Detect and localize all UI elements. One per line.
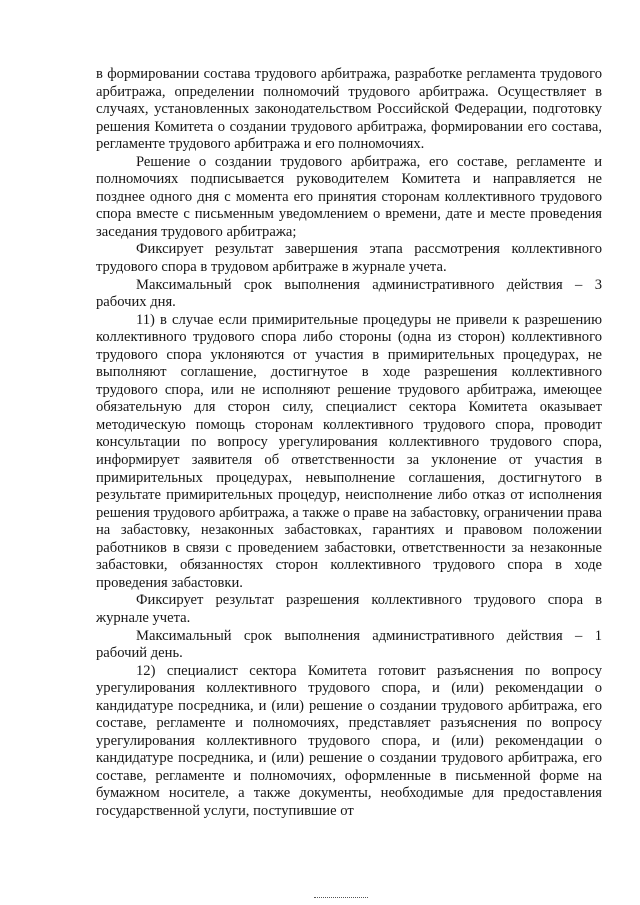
paragraph-record-dispute-resolution: Фиксирует результат разрешения коллективного трудового спора в журнале учета. — [96, 592, 602, 626]
page-bottom-mark — [314, 897, 368, 898]
paragraph-max-term-3-days: Максимальный срок выполнения административного действия – 3 рабочих дня. — [96, 276, 602, 311]
paragraph-arbitration-decision: Решение о создании трудового арбитража, его составе, регламенте и полномочиях подписывается руководителем Комитета и направляется не позднее одного дня с момента его принятия сторонам коллективного трудового спора вместе с письменным уведомлением о времени, дате и месте проведения заседания трудового арбитража; — [96, 153, 602, 240]
paragraph-max-term-1-day: Максимальный срок выполнения административного действия – 1 рабочий день. — [96, 627, 602, 662]
paragraph-arbitration-formation: в формировании состава трудового арбитража, разработке регламента трудового арбитража, определении полномочий трудового арбитража. Осуществляет в случаях, установленных законодательством Российской Федерации, подготовку решения Комитета о создании трудового арбитража, формировании его состава, регламенте трудового арбитража и его полномочиях. — [96, 66, 602, 153]
document-page — [96, 66, 602, 821]
paragraph-record-arbitration-stage: Фиксирует результат завершения этапа рассмотрения коллективного трудового спора в трудовом арбитраже в журнале учета. — [96, 241, 602, 276]
paragraph-item-12: 12) специалист сектора Комитета готовит разъяснения по вопросу урегулирования коллективного трудового спора, и (или) рекомендации о кандидатуре посредника, и (или) решение о создании трудового арбитража, его составе, регламенте и полномочиях, представляет разъяснения по вопросу урегулирования коллективного трудового спора, и (или) рекомендации о кандидатуре посредника, и (или) решение о создании трудового арбитража, его составе, регламенте и полномочиях, оформленные в письменной форме на бумажном носителе, а также документы, необходимые для предоставления государственной услуги, поступившие от — [96, 662, 602, 819]
paragraph-item-11: 11) в случае если примирительные процедуры не привели к разрешению коллективного трудового спора либо стороны (одна из сторон) коллективного трудового спора уклоняются от участия в примирительных процедурах, не выполняют соглашение, достигнутое в ходе разрешения коллективного трудового спора, или не исполняют решение трудового арбитража, имеющее обязательную для сторон силу, специалист сектора Комитета оказывает методическую помощь сторонам коллективного трудового спора, проводит консультации по вопросу урегулирования коллективного трудового спора, информирует заявителя об ответственности за уклонение от участия в примирительных процедурах, невыполнение соглашения, достигнутого в результате примирительных процедур, неисполнение либо отказ от исполнения решения трудового арбитража, а также о праве на забастовку, ограничении права на забастовку, незаконных забастовках, гарантиях и правовом положении работников в связи с проведением забастовки, ответственности за незаконные забастовки, обязанностях сторон коллективного трудового спора в ходе проведения забастовки. — [96, 311, 602, 591]
